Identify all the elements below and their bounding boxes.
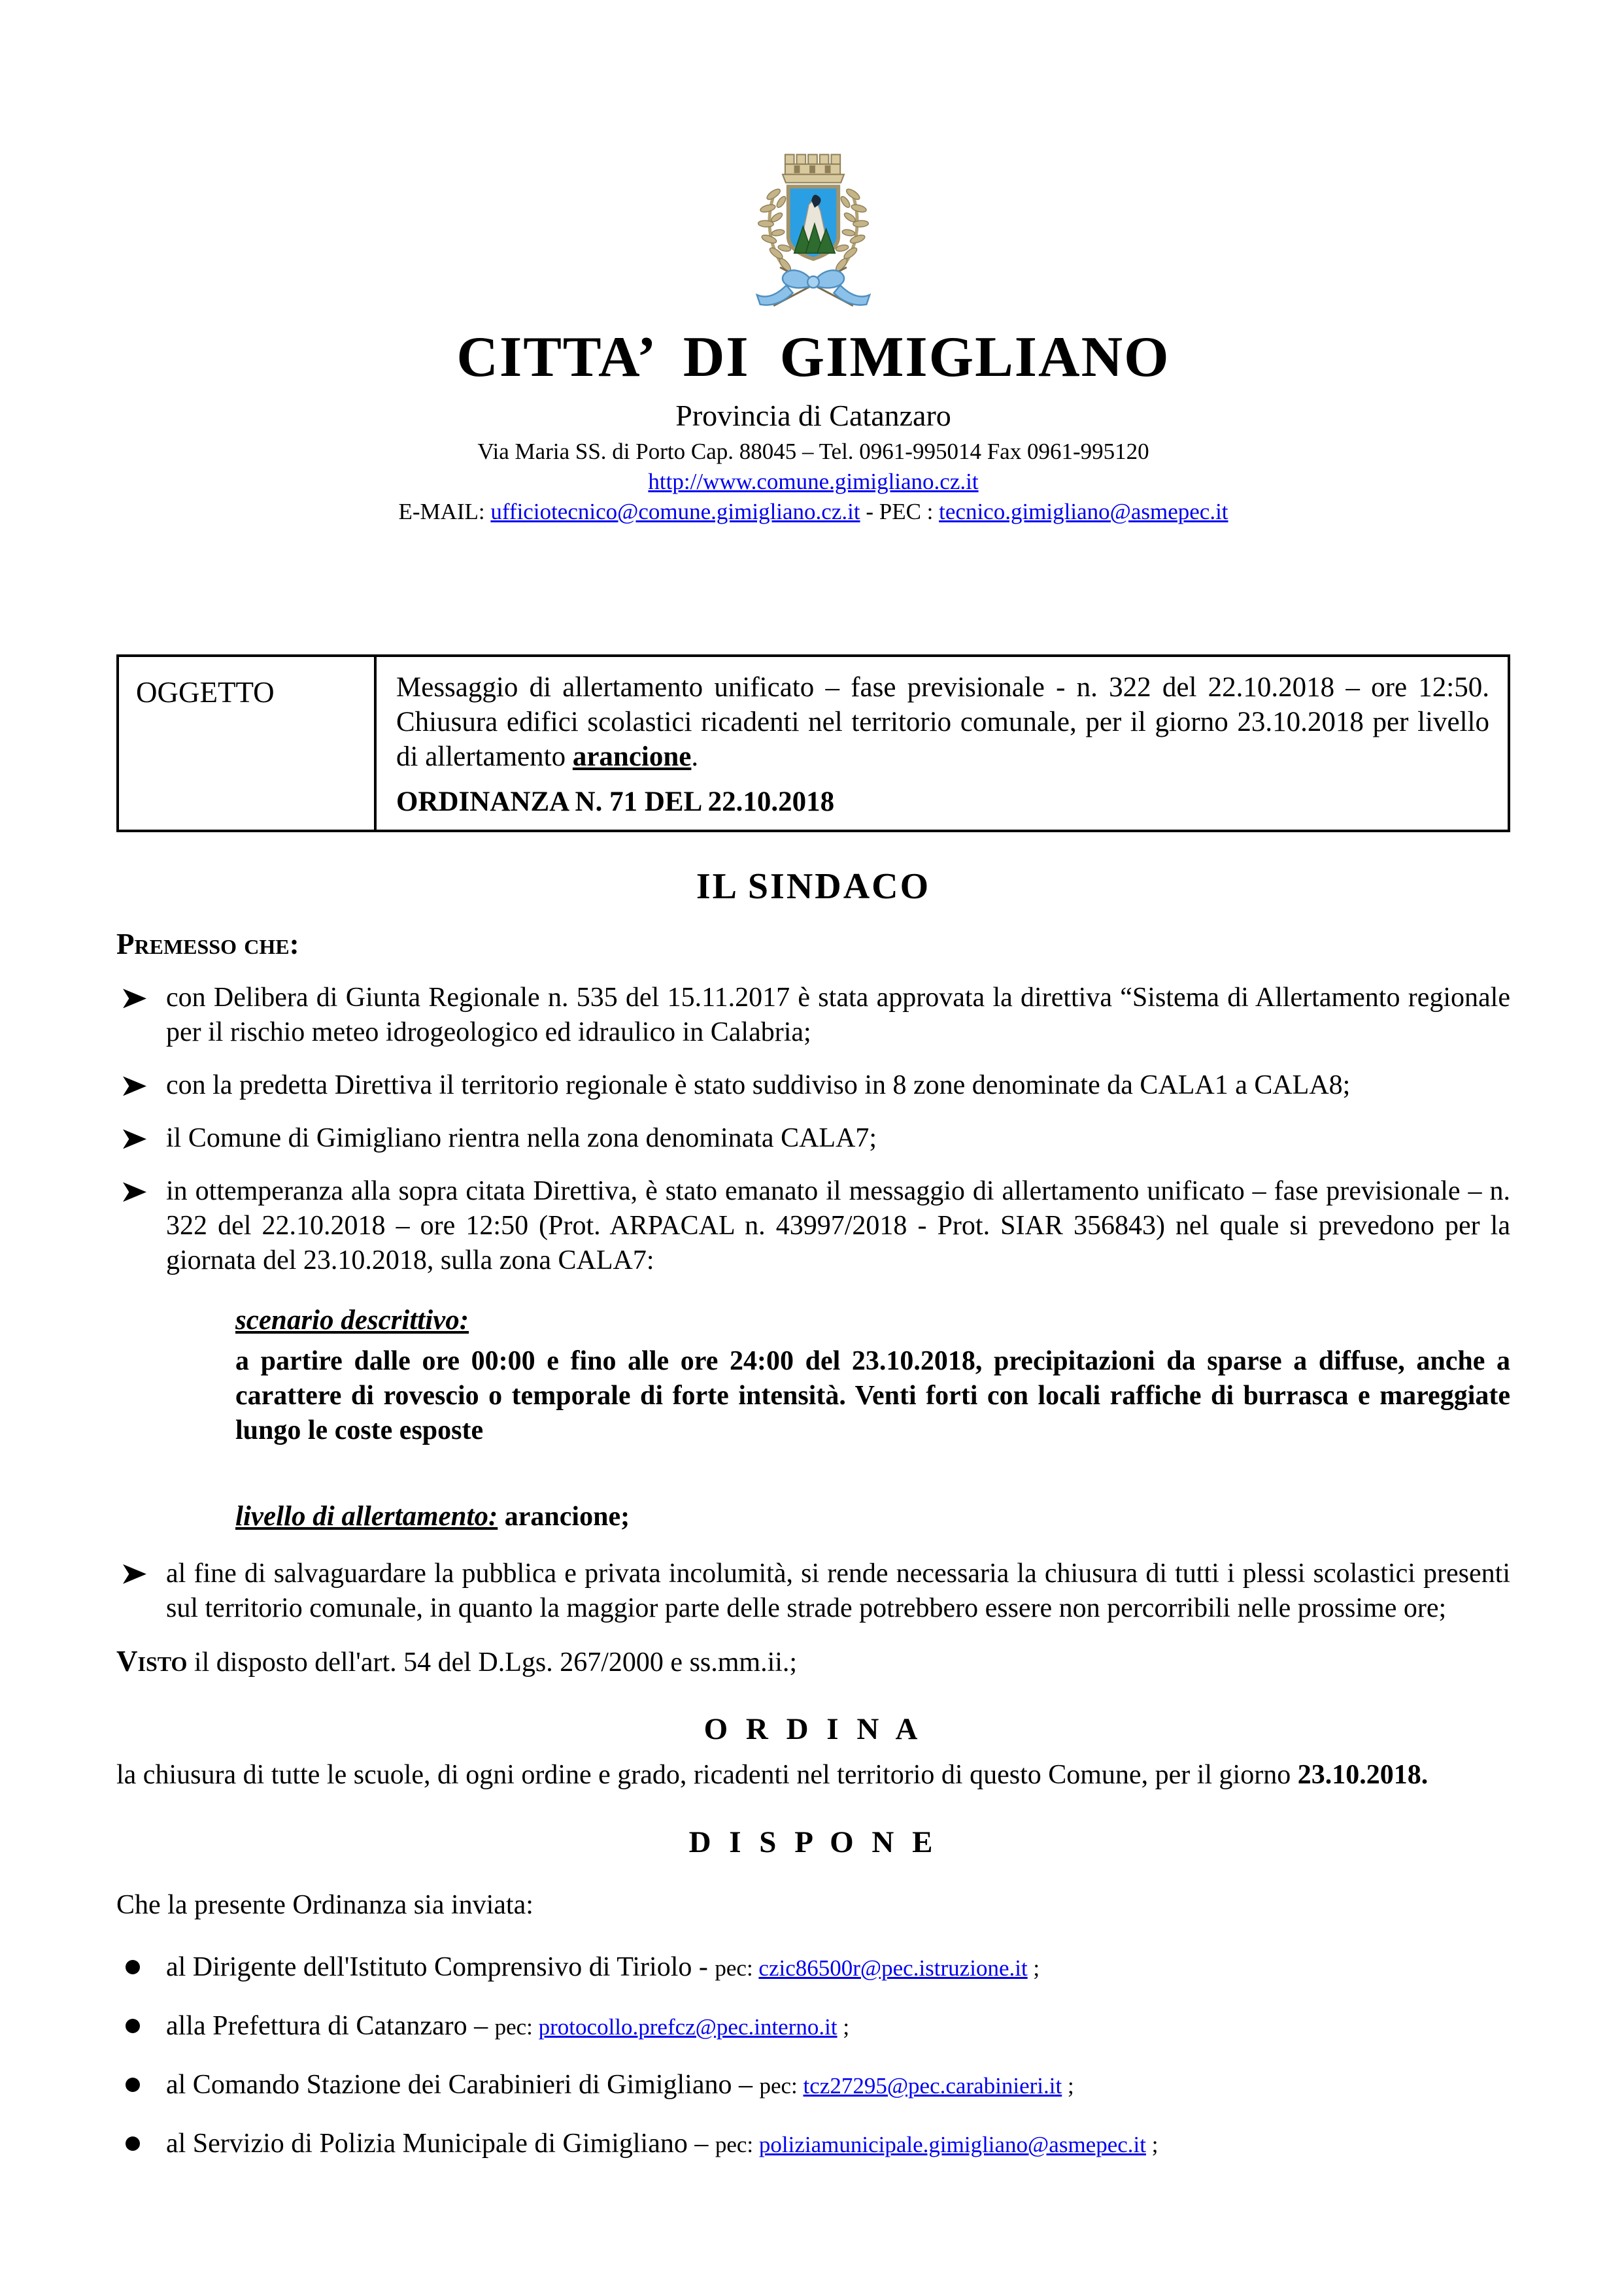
il-sindaco-heading: IL SINDACO [696,866,931,907]
oggetto-text-post: . [691,741,699,773]
province-subtitle: Provincia di Catanzaro [675,398,951,432]
address-line: Via Maria SS. di Porto Cap. 88045 – Tel. 0961-995014 Fax 0961-995120 [477,438,1149,464]
pec-label: pec: [715,2131,759,2157]
recipient-suffix: ; [1062,2072,1074,2099]
premessa-item: in ottemperanza alla sopra citata Direttiva, è stato emanato il messaggio di allertamento unificato – fase previsionale – n. 322 del 22.10.2018 – ore 12:50 (Prot. ARPACAL n. 43997/2018 - Prot. SIAR 356843) nel quale si prevedono per la giornata del 23.10.2018, sulla zona CALA7: [116,1174,1510,1278]
livello-allertamento-value: arancione; [504,1501,630,1532]
visto-lead: Visto [116,1644,188,1678]
recipient-text: al Dirigente dell'Istituto Comprensivo di Tiriolo - [166,1951,715,1982]
recipient-text: alla Prefettura di Catanzaro – [166,2010,495,2041]
website-line [116,467,1510,496]
recipient-text: al Comando Stazione dei Carabinieri di Gimigliano – [166,2069,760,2100]
premesse-list-continued [116,1557,1510,1626]
recipient-pec-link[interactable]: poliziamunicipale.gimigliano@asmepec.it [758,2131,1146,2157]
recipient-pec-link[interactable]: czic86500r@pec.istruzione.it [758,1955,1028,1981]
oggetto-label-cell: OGGETTO [118,656,375,831]
recipient-suffix: ; [837,2014,850,2040]
city-title: CITTA’ DI GIMIGLIANO [456,326,1170,389]
recipient-item [116,1950,1510,1985]
email-link[interactable]: ufficiotecnico@comune.gimigliano.cz.it [490,499,860,525]
dispone-heading: D I S P O N E [688,1825,938,1859]
recipient-pec-link[interactable]: protocollo.prefcz@pec.interno.it [538,2014,837,2040]
oggetto-row [118,656,1509,831]
scenario-descrittivo-label: scenario descrittivo: [235,1305,469,1336]
oggetto-table [116,654,1510,832]
oggetto-text-pre: Messaggio di allertamento unificato – fase previsionale - n. 322 del 22.10.2018 – ore 12:50. Chiusura edifici scolastici ricadenti nel territorio comunale, per il giorno 23.10.2018 per livello di allertamento [396,672,1489,773]
oggetto-alert-level: arancione [572,741,692,773]
visto-text: il disposto dell'art. 54 del D.Lgs. 267/2000 e ss.mm.ii.; [187,1647,798,1678]
ordina-paragraph [116,1757,1510,1793]
recipient-text: al Servizio di Polizia Municipale di Gimigliano – [166,2128,715,2159]
oggetto-subject-text [396,670,1489,774]
ordina-text: la chiusura di tutte le scuole, di ogni ordine e grado, ricadenti nel territorio di questo Comune, per il giorno [116,1759,1298,1790]
pec-link[interactable]: tecnico.gimigliano@asmepec.it [939,499,1228,525]
premessa-item: il Comune di Gimigliano rientra nella zona denominata CALA7; [116,1121,1510,1156]
pec-label: pec: [715,1955,759,1981]
visto-paragraph [116,1643,1510,1680]
recipient-item [116,2127,1510,2162]
ordina-date: 23.10.2018. [1297,1759,1429,1790]
shield [788,186,838,259]
website-link[interactable]: http://www.comune.gimigliano.cz.it [648,468,979,494]
coat-of-arms-icon [749,148,877,315]
scenario-descrittivo-text: a partire dalle ore 00:00 e fino alle ore 24:00 del 23.10.2018, precipitazioni da sparse a diffuse, anche a carattere di rovescio o temporale di forte intensità. Venti forti con locali raffiche di burrasca e mareggiate lungo le coste esposte [235,1345,1510,1445]
recipients-list [116,1950,1510,2162]
pec-label: pec: [759,2072,804,2099]
ribbon-bow [757,267,870,306]
mural-crown [783,154,844,182]
recipient-pec-link[interactable]: tcz27295@pec.carabinieri.it [803,2072,1062,2099]
oggetto-body-cell [375,656,1509,831]
dispone-intro: Che la presente Ordinanza sia inviata: [116,1890,533,1921]
recipient-suffix: ; [1027,1955,1040,1981]
email-label: E-MAIL: [398,499,491,525]
premessa-item: con Delibera di Giunta Regionale n. 535 del 15.11.2017 è stata approvata la direttiva “Sistema di Allertamento regionale per il rischio meteo idrogeologico ed idraulico in Calabria; [116,981,1510,1050]
premessa-item: al fine di salvaguardare la pubblica e privata incolumità, si rende necessaria la chiusura di tutti i plessi scolastici presenti sul territorio comunale, in quanto la maggior parte delle strade potrebbero essere non percorribili nelle prossime ore; [116,1557,1510,1626]
recipient-suffix: ; [1145,2131,1159,2157]
municipal-letterhead [116,0,1510,526]
scenario-block [235,1303,1510,1447]
premesse-list [116,981,1510,1278]
premesso-che-label: Premesso che: [116,927,299,960]
livello-allertamento-line [235,1499,1510,1534]
pec-label: pec: [494,2014,539,2040]
premessa-item: con la predetta Direttiva il territorio regionale è stato suddiviso in 8 zone denominate da CALA1 a CALA8; [116,1068,1510,1103]
ordinanza-number: ORDINANZA N. 71 DEL 22.10.2018 [396,786,835,818]
pec-separator: - PEC : [860,499,939,525]
recipient-item [116,2009,1510,2044]
livello-allertamento-label: livello di allertamento: [235,1500,498,1532]
recipient-item [116,2068,1510,2103]
ordina-heading: O R D I N A [703,1712,923,1746]
email-line [116,498,1510,526]
